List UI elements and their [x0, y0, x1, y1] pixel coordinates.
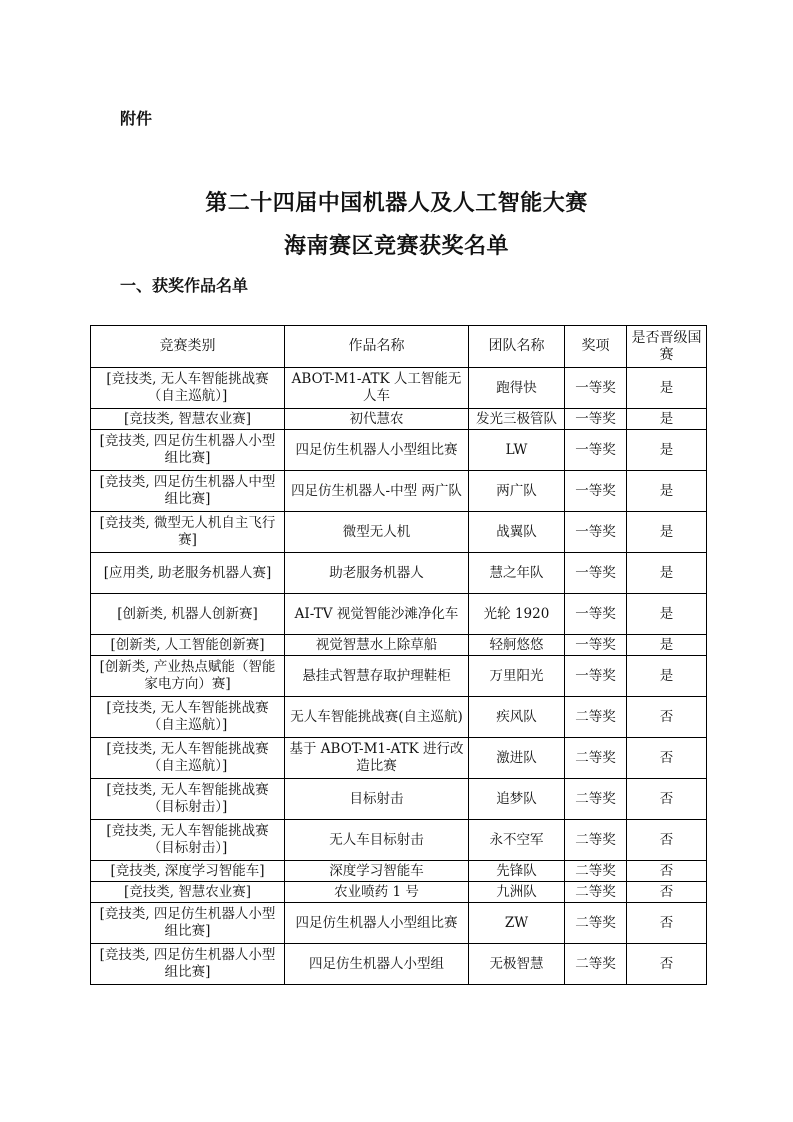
cell-team-name: 疾风队: [469, 697, 565, 738]
cell-category: [创新类, 产业热点赋能（智能家电方向）赛]: [91, 656, 285, 697]
cell-work-name: 四足仿生机器人小型组: [285, 944, 469, 985]
cell-qualified: 是: [627, 471, 707, 512]
cell-category: [竞技类, 智慧农业赛]: [91, 882, 285, 903]
table-row: [91, 656, 707, 697]
cell-qualified: 是: [627, 553, 707, 594]
cell-team-name: 万里阳光: [469, 656, 565, 697]
header-award: 奖项: [565, 326, 627, 368]
cell-category: [竞技类, 四足仿生机器人小型组比赛]: [91, 944, 285, 985]
cell-work-name: 无人车目标射击: [285, 820, 469, 861]
cell-team-name: 九洲队: [469, 882, 565, 903]
cell-work-name: 微型无人机: [285, 512, 469, 553]
cell-qualified: 否: [627, 944, 707, 985]
document-title-line-1: 第二十四届中国机器人及人工智能大赛: [205, 190, 588, 216]
cell-work-name: 目标射击: [285, 779, 469, 820]
cell-award: 一等奖: [565, 635, 627, 656]
attachment-label: 附件: [120, 109, 153, 128]
cell-team-name: ZW: [469, 903, 565, 944]
table-row: [91, 471, 707, 512]
table-row: [91, 409, 707, 430]
cell-team-name: 战翼队: [469, 512, 565, 553]
cell-category: [竞技类, 微型无人机自主飞行赛]: [91, 512, 285, 553]
cell-qualified: 是: [627, 430, 707, 471]
cell-work-name: 四足仿生机器人小型组比赛: [285, 430, 469, 471]
cell-team-name: 两广队: [469, 471, 565, 512]
cell-team-name: 光轮 1920: [469, 594, 565, 635]
table-row: [91, 368, 707, 409]
cell-award: 二等奖: [565, 820, 627, 861]
cell-category: [竞技类, 无人车智能挑战赛（自主巡航）]: [91, 697, 285, 738]
cell-team-name: 永不空军: [469, 820, 565, 861]
cell-qualified: 否: [627, 882, 707, 903]
cell-category: [竞技类, 无人车智能挑战赛（自主巡航）]: [91, 738, 285, 779]
cell-category: [竞技类, 四足仿生机器人小型组比赛]: [91, 903, 285, 944]
cell-category: [创新类, 机器人创新赛]: [91, 594, 285, 635]
cell-work-name: 四足仿生机器人-中型 两广队: [285, 471, 469, 512]
cell-qualified: 是: [627, 512, 707, 553]
cell-category: [竞技类, 四足仿生机器人中型组比赛]: [91, 471, 285, 512]
cell-qualified: 否: [627, 903, 707, 944]
cell-qualified: 是: [627, 368, 707, 409]
cell-work-name: 四足仿生机器人小型组比赛: [285, 903, 469, 944]
header-category: 竞赛类别: [91, 326, 285, 368]
cell-work-name: 基于 ABOT-M1-ATK 进行改造比赛: [285, 738, 469, 779]
cell-category: [竞技类, 深度学习智能车]: [91, 861, 285, 882]
cell-qualified: 否: [627, 697, 707, 738]
table-row: [91, 779, 707, 820]
header-qualified: 是否晋级国赛: [627, 326, 707, 368]
cell-team-name: 激进队: [469, 738, 565, 779]
cell-award: 一等奖: [565, 430, 627, 471]
cell-work-name: 助老服务机器人: [285, 553, 469, 594]
table-row: [91, 820, 707, 861]
cell-qualified: 是: [627, 656, 707, 697]
cell-qualified: 否: [627, 820, 707, 861]
table-row: [91, 882, 707, 903]
cell-qualified: 否: [627, 779, 707, 820]
awards-table-body: [91, 368, 707, 985]
cell-award: 二等奖: [565, 697, 627, 738]
cell-team-name: 无极智慧: [469, 944, 565, 985]
header-team-name: 团队名称: [469, 326, 565, 368]
cell-work-name: ABOT-M1-ATK 人工智能无人车: [285, 368, 469, 409]
cell-award: 一等奖: [565, 656, 627, 697]
table-row: [91, 553, 707, 594]
cell-work-name: 农业喷药 1 号: [285, 882, 469, 903]
table-row: [91, 903, 707, 944]
cell-award: 二等奖: [565, 944, 627, 985]
cell-qualified: 否: [627, 861, 707, 882]
cell-qualified: 是: [627, 635, 707, 656]
cell-award: 二等奖: [565, 738, 627, 779]
cell-team-name: 发光三极管队: [469, 409, 565, 430]
cell-category: [竞技类, 无人车智能挑战赛（目标射击）]: [91, 820, 285, 861]
cell-category: [竞技类, 智慧农业赛]: [91, 409, 285, 430]
cell-team-name: 慧之年队: [469, 553, 565, 594]
table-row: [91, 861, 707, 882]
table-row: [91, 944, 707, 985]
cell-award: 一等奖: [565, 368, 627, 409]
table-row: [91, 697, 707, 738]
cell-work-name: 深度学习智能车: [285, 861, 469, 882]
cell-award: 二等奖: [565, 779, 627, 820]
cell-work-name: 无人车智能挑战赛(自主巡航): [285, 697, 469, 738]
cell-award: 一等奖: [565, 409, 627, 430]
cell-category: [创新类, 人工智能创新赛]: [91, 635, 285, 656]
cell-award: 二等奖: [565, 882, 627, 903]
document-title-line-2: 海南赛区竞赛获奖名单: [283, 233, 509, 259]
cell-qualified: 是: [627, 409, 707, 430]
cell-team-name: 追梦队: [469, 779, 565, 820]
header-work-name: 作品名称: [285, 326, 469, 368]
table-row: [91, 430, 707, 471]
cell-qualified: 是: [627, 594, 707, 635]
cell-qualified: 否: [627, 738, 707, 779]
cell-team-name: 先锋队: [469, 861, 565, 882]
table-row: [91, 512, 707, 553]
cell-team-name: 轻舸悠悠: [469, 635, 565, 656]
cell-award: 一等奖: [565, 471, 627, 512]
table-row: [91, 635, 707, 656]
cell-award: 一等奖: [565, 553, 627, 594]
cell-award: 一等奖: [565, 512, 627, 553]
cell-category: [竞技类, 四足仿生机器人小型组比赛]: [91, 430, 285, 471]
cell-work-name: 初代慧农: [285, 409, 469, 430]
awards-table: [90, 325, 707, 985]
cell-award: 一等奖: [565, 594, 627, 635]
cell-category: [竞技类, 无人车智能挑战赛（自主巡航）]: [91, 368, 285, 409]
cell-team-name: 跑得快: [469, 368, 565, 409]
cell-award: 二等奖: [565, 903, 627, 944]
section-heading: 一、获奖作品名单: [120, 276, 249, 295]
cell-work-name: 悬挂式智慧存取护理鞋柜: [285, 656, 469, 697]
cell-award: 二等奖: [565, 861, 627, 882]
table-row: [91, 594, 707, 635]
cell-work-name: 视觉智慧水上除草船: [285, 635, 469, 656]
cell-category: [竞技类, 无人车智能挑战赛（目标射击）]: [91, 779, 285, 820]
table-header-row: [91, 326, 707, 368]
cell-category: [应用类, 助老服务机器人赛]: [91, 553, 285, 594]
cell-team-name: LW: [469, 430, 565, 471]
cell-work-name: AI-TV 视觉智能沙滩净化车: [285, 594, 469, 635]
table-row: [91, 738, 707, 779]
